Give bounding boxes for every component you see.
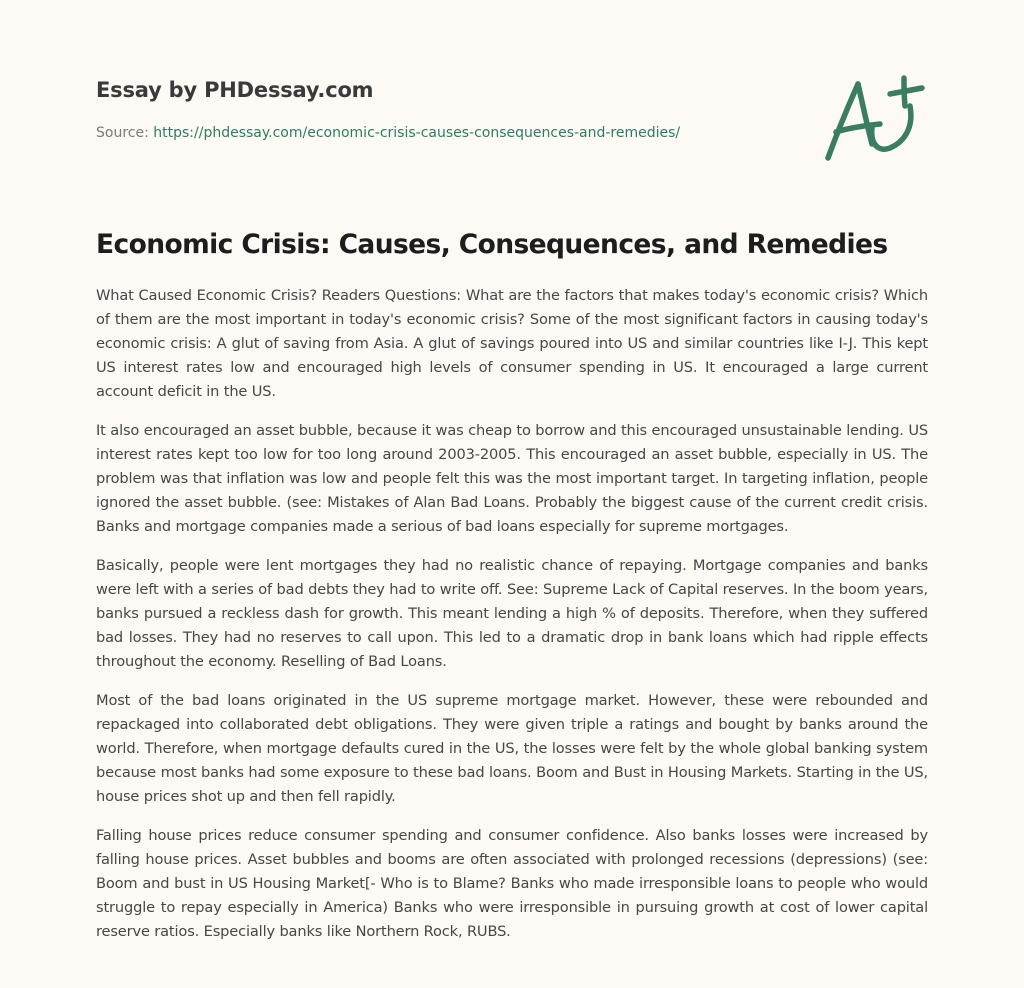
a-plus-logo-svg (818, 66, 938, 166)
site-title: Essay by PHDessay.com (96, 78, 374, 102)
article-paragraph: Basically, people were lent mortgages they had no realistic chance of repaying. Mortgage companies and banks were left with a series of bad debts they had to write off. See: Supreme Lack of Capital reserves. In the boom years, banks pursued a reckless dash for growth. This meant lending a high % of deposits. Therefore, when they suffered bad losses. They had no reserves to call upon. This led to a dramatic drop in bank loans which had ripple effects throughout the economy. Reselling of Bad Loans. (96, 557, 928, 670)
article-title: Economic Crisis: Causes, Consequences, and Remedies (96, 229, 888, 260)
article-paragraph: Falling house prices reduce consumer spending and consumer confidence. Also banks losses were increased by falling house prices. Asset bubbles and booms are often associated with prolonged recessions (depressions) (see: Boom and bust in US Housing Market[- Who is to Blame? Banks who made irresponsible loans to people who would struggle to repay especially in America) Banks who were irresponsible in pursuing growth at cost of lower capital reserve ratios. Especially banks like Northern Rock, RUBS. (96, 827, 928, 940)
a-plus-grade-icon (818, 66, 938, 166)
source-label: Source: (96, 125, 149, 141)
logo-plus-horizontal (890, 88, 922, 94)
source-line (96, 123, 796, 143)
essay-header (96, 76, 796, 143)
article-paragraph: Most of the bad loans originated in the US supreme mortgage market. However, these were rebounded and repackaged into collaborated debt obligations. They were given triple a ratings and bought by banks around the world. Therefore, when mortgage defaults cured in the US, the losses were felt by the whole global banking system because most banks had some exposure to these bad loans. Boom and Bust in Housing Markets. Starting in the US, house prices shot up and then fell rapidly. (96, 692, 928, 805)
source-link[interactable]: https://phdessay.com/economic-crisis-causes-consequences-and-remedies/ (153, 125, 681, 141)
article-body (96, 284, 928, 959)
logo-a-left-stroke (828, 84, 858, 158)
logo-swoosh (872, 106, 911, 149)
article-paragraph: It also encouraged an asset bubble, because it was cheap to borrow and this encouraged unsustainable lending. US interest rates kept too low for too long around 2003-2005. This encouraged an asset bubble, especially in US. The problem was that inflation was low and people felt this was the most important target. In targeting inflation, people ignored the asset bubble. (see: Mistakes of Alan Bad Loans. Probably the biggest cause of the current credit crisis. Banks and mortgage companies made a serious of bad loans especially for supreme mortgages. (96, 422, 928, 535)
article-paragraph: What Caused Economic Crisis? Readers Questions: What are the factors that makes today's economic crisis? Which of them are the most important in today's economic crisis? Some of the most significant factors in causing today's economic crisis: A glut of saving from Asia. A glut of savings poured into US and similar countries like I-J. This kept US interest rates low and encouraged high levels of consumer spending in US. It encouraged a large current account deficit in the US. (96, 287, 928, 400)
